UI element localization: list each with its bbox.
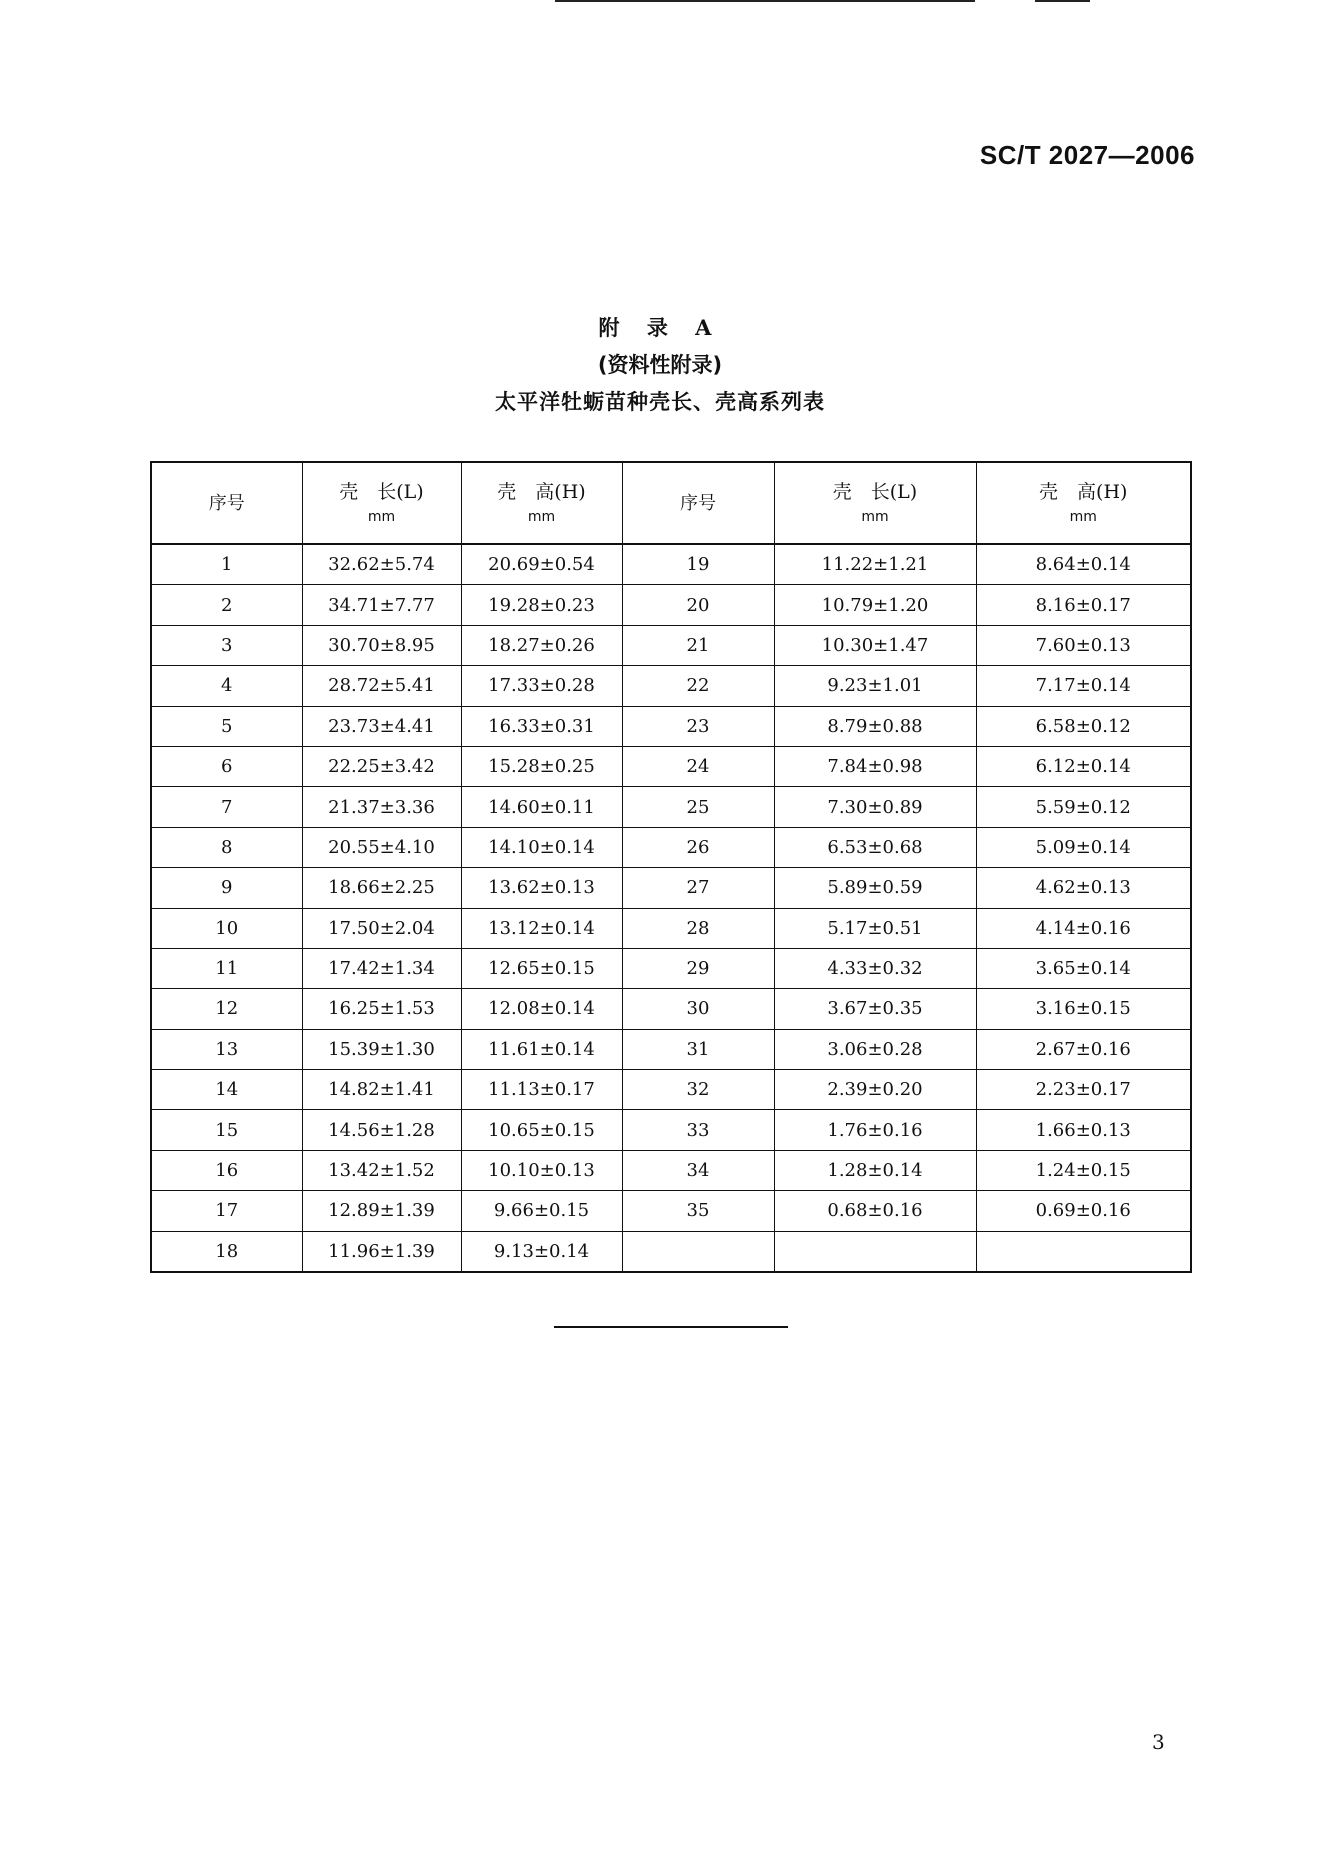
table-row [151,625,1191,665]
height-cell: 1.66±0.13 [976,1110,1191,1150]
height-cell: 9.13±0.14 [461,1231,622,1272]
height-cell: 11.61±0.14 [461,1029,622,1069]
height-cell: 18.27±0.26 [461,625,622,665]
height-cell: 7.17±0.14 [976,666,1191,706]
seq-cell: 16 [151,1150,302,1190]
table-row [151,948,1191,988]
length-cell [774,1231,976,1272]
seq-cell: 30 [622,989,774,1029]
height-cell: 8.16±0.17 [976,585,1191,625]
length-cell: 1.28±0.14 [774,1150,976,1190]
table-row [151,544,1191,585]
table-row [151,666,1191,706]
header-height-2: 壳 高(H) mm [976,462,1191,544]
height-cell: 4.14±0.16 [976,908,1191,948]
seq-cell: 26 [622,827,774,867]
height-cell: 0.69±0.16 [976,1191,1191,1231]
length-cell: 16.25±1.53 [302,989,461,1029]
height-cell [976,1231,1191,1272]
height-cell: 8.64±0.14 [976,544,1191,585]
length-cell: 15.39±1.30 [302,1029,461,1069]
end-rule [554,1326,788,1328]
length-cell: 14.56±1.28 [302,1110,461,1150]
seq-cell [622,1231,774,1272]
length-cell: 0.68±0.16 [774,1191,976,1231]
length-cell: 8.79±0.88 [774,706,976,746]
height-cell: 10.65±0.15 [461,1110,622,1150]
length-cell: 13.42±1.52 [302,1150,461,1190]
table-header-row [151,462,1191,544]
seq-cell: 9 [151,868,302,908]
seq-cell: 29 [622,948,774,988]
height-cell: 13.12±0.14 [461,908,622,948]
seq-cell: 15 [151,1110,302,1150]
table-row [151,868,1191,908]
seq-cell: 11 [151,948,302,988]
height-cell: 14.60±0.11 [461,787,622,827]
seq-cell: 31 [622,1029,774,1069]
height-cell: 1.24±0.15 [976,1150,1191,1190]
length-cell: 28.72±5.41 [302,666,461,706]
top-rule-fragment [1035,0,1090,2]
length-cell: 4.33±0.32 [774,948,976,988]
length-cell: 5.17±0.51 [774,908,976,948]
table-row [151,1191,1191,1231]
height-cell: 20.69±0.54 [461,544,622,585]
table-body [151,544,1191,1272]
seq-cell: 10 [151,908,302,948]
standard-code: SC/T 2027—2006 [979,140,1195,170]
seq-cell: 28 [622,908,774,948]
table-row [151,827,1191,867]
height-cell: 14.10±0.14 [461,827,622,867]
seq-cell: 5 [151,706,302,746]
length-cell: 11.96±1.39 [302,1231,461,1272]
height-cell: 5.59±0.12 [976,787,1191,827]
appendix-caption: 太平洋牡蛎苗种壳长、壳高系列表 [495,390,825,414]
length-cell: 20.55±4.10 [302,827,461,867]
height-cell: 3.16±0.15 [976,989,1191,1029]
height-cell: 12.08±0.14 [461,989,622,1029]
length-cell: 9.23±1.01 [774,666,976,706]
length-cell: 23.73±4.41 [302,706,461,746]
length-cell: 18.66±2.25 [302,868,461,908]
seq-cell: 20 [622,585,774,625]
seq-cell: 35 [622,1191,774,1231]
seq-cell: 33 [622,1110,774,1150]
height-cell: 6.12±0.14 [976,746,1191,786]
height-cell: 17.33±0.28 [461,666,622,706]
length-cell: 2.39±0.20 [774,1070,976,1110]
length-cell: 10.79±1.20 [774,585,976,625]
seq-cell: 7 [151,787,302,827]
table-row [151,989,1191,1029]
length-cell: 17.42±1.34 [302,948,461,988]
height-cell: 16.33±0.31 [461,706,622,746]
length-cell: 22.25±3.42 [302,746,461,786]
length-cell: 12.89±1.39 [302,1191,461,1231]
length-cell: 14.82±1.41 [302,1070,461,1110]
height-cell: 10.10±0.13 [461,1150,622,1190]
length-cell: 21.37±3.36 [302,787,461,827]
length-cell: 6.53±0.68 [774,827,976,867]
height-cell: 2.23±0.17 [976,1070,1191,1110]
header-length-2: 壳 长(L) mm [774,462,976,544]
table-row [151,1029,1191,1069]
seq-cell: 2 [151,585,302,625]
length-cell: 3.06±0.28 [774,1029,976,1069]
table-row [151,1150,1191,1190]
height-cell: 19.28±0.23 [461,585,622,625]
table-row [151,746,1191,786]
height-cell: 15.28±0.25 [461,746,622,786]
table-row [151,1070,1191,1110]
table-row [151,585,1191,625]
height-cell: 4.62±0.13 [976,868,1191,908]
seq-cell: 1 [151,544,302,585]
height-cell: 13.62±0.13 [461,868,622,908]
page-number: 3 [1152,1730,1165,1754]
seq-cell: 23 [622,706,774,746]
shell-size-table [150,461,1192,1273]
seq-cell: 8 [151,827,302,867]
height-cell: 5.09±0.14 [976,827,1191,867]
appendix-title: 附 录 A [598,315,722,340]
table-row [151,1110,1191,1150]
seq-cell: 34 [622,1150,774,1190]
seq-cell: 14 [151,1070,302,1110]
seq-cell: 27 [622,868,774,908]
length-cell: 30.70±8.95 [302,625,461,665]
seq-cell: 3 [151,625,302,665]
header-height: 壳 高(H) mm [461,462,622,544]
appendix-type: (资料性附录) [597,353,723,377]
height-cell: 11.13±0.17 [461,1070,622,1110]
seq-cell: 21 [622,625,774,665]
height-cell: 3.65±0.14 [976,948,1191,988]
length-cell: 1.76±0.16 [774,1110,976,1150]
height-cell: 2.67±0.16 [976,1029,1191,1069]
top-rule [555,0,975,2]
seq-cell: 19 [622,544,774,585]
height-cell: 9.66±0.15 [461,1191,622,1231]
header-length: 壳 长(L) mm [302,462,461,544]
seq-cell: 12 [151,989,302,1029]
seq-cell: 32 [622,1070,774,1110]
length-cell: 34.71±7.77 [302,585,461,625]
length-cell: 11.22±1.21 [774,544,976,585]
length-cell: 7.84±0.98 [774,746,976,786]
length-cell: 10.30±1.47 [774,625,976,665]
seq-cell: 6 [151,746,302,786]
seq-cell: 13 [151,1029,302,1069]
seq-cell: 17 [151,1191,302,1231]
seq-cell: 18 [151,1231,302,1272]
table-row [151,787,1191,827]
length-cell: 3.67±0.35 [774,989,976,1029]
length-cell: 17.50±2.04 [302,908,461,948]
height-cell: 12.65±0.15 [461,948,622,988]
seq-cell: 24 [622,746,774,786]
seq-cell: 4 [151,666,302,706]
length-cell: 7.30±0.89 [774,787,976,827]
length-cell: 32.62±5.74 [302,544,461,585]
height-cell: 7.60±0.13 [976,625,1191,665]
length-cell: 5.89±0.59 [774,868,976,908]
table-row [151,706,1191,746]
table-row [151,908,1191,948]
height-cell: 6.58±0.12 [976,706,1191,746]
seq-cell: 22 [622,666,774,706]
header-seq: 序号 [151,462,302,544]
table-row [151,1231,1191,1272]
header-seq-2: 序号 [622,462,774,544]
seq-cell: 25 [622,787,774,827]
